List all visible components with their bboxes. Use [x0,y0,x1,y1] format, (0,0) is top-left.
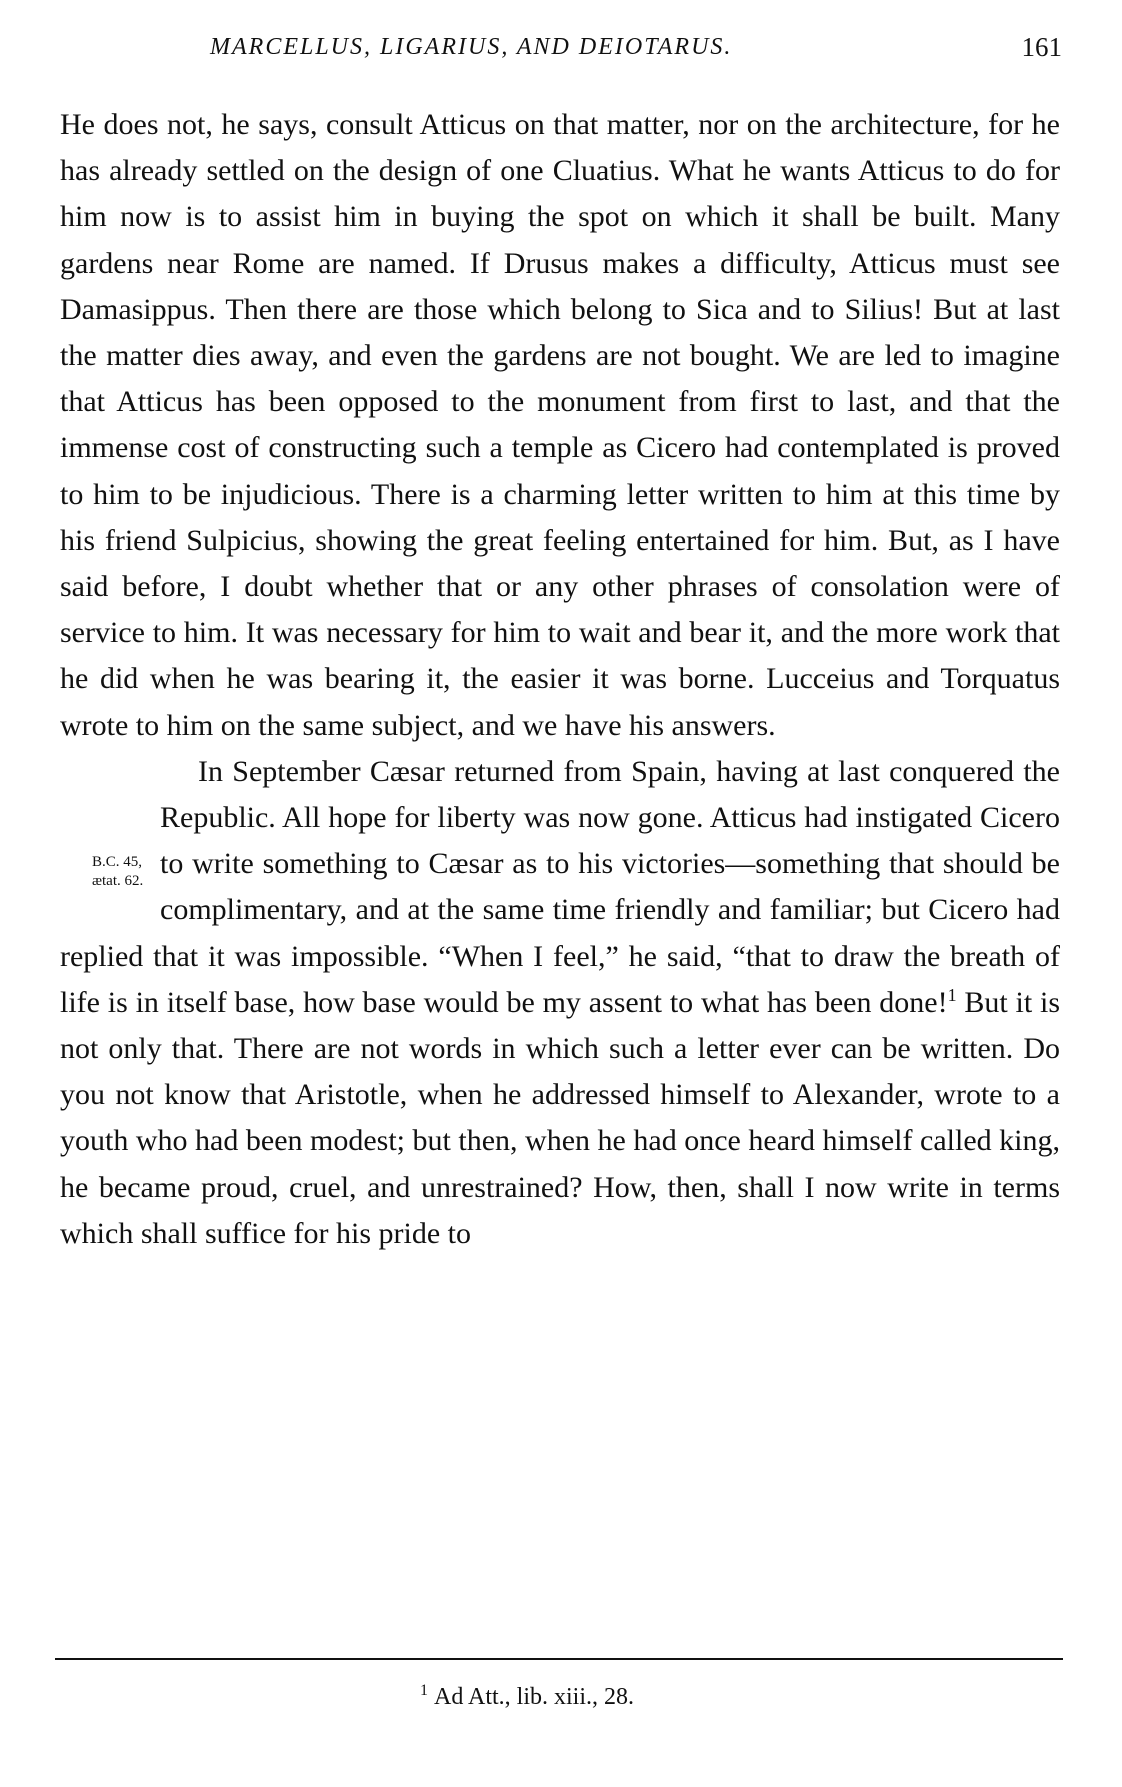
running-head [210,34,1070,74]
paragraph-text-continued: But it is not only that. There are not words in which such a letter ever can be written. Do you not know that Aristotle, when he addressed himself to Alexander, wrote to a youth who had been modest; but then, when he had once heard himself called king, he became proud, cruel, and unrestrained? How, then, shall I now write in terms which shall suffice for his pride to [60,985,1060,1250]
footnote-text: Ad Att., lib. xiii., 28. [434,1684,635,1710]
page-number: 161 [1021,32,1062,62]
margin-note [60,795,160,933]
footnote-mark: 1 [420,1682,428,1699]
paragraph [60,749,1060,1257]
margin-note-year: B.C. 45, [92,853,143,870]
paragraph-text: In September Cæsar returned from Spain, having at last conquered the Republic. All hope for liberty was now gone. Atticus had instigated Cicero to write something to Cæsar as to his victories—something that should be complimentary, and at the same time friendly and familiar; but Cicero had replied that it was impossible. “When I feel,” he said, “that to draw the breath of life is in itself base, how base would be my assent to what has been done! [60,754,1060,1019]
footnote-divider [55,1658,1063,1660]
running-title: MARCELLUS, LIGARIUS, AND DEIOTARUS. [210,34,733,60]
footnote [420,1684,634,1711]
footnote-reference: 1 [947,984,957,1005]
paragraph: He does not, he says, consult Atticus on that matter, nor on the architecture, for he has already settled on the design of one Cluatius. What he wants Atticus to do for him now is to assist him in buying the spot on which it shall be built. Many gardens near Rome are named. If Drusus makes a difficulty, Atticus must see Damasippus. Then there are those which belong to Sica and to Silius! But at last the matter dies away, and even the gardens are not bought. We are led to imagine that Atticus has been opposed to the monument from first to last, and that the immense cost of constructing such a temple as Cicero had contemplated is proved to him to be injudicious. There is a charming letter written to him at this time by his friend Sulpicius, showing the great feeling entertained for him. But, as I have said before, I doubt whether that or any other phrases of consolation were of service to him. It was necessary for him to wait and bear it, and the more work that he did when he was bearing it, the easier it was borne. Lucceius and Torquatus wrote to him on the same subject, and we have his answers. [60,108,1060,742]
body-text [60,102,1060,1257]
margin-note-age: ætat. 62. [92,872,144,889]
